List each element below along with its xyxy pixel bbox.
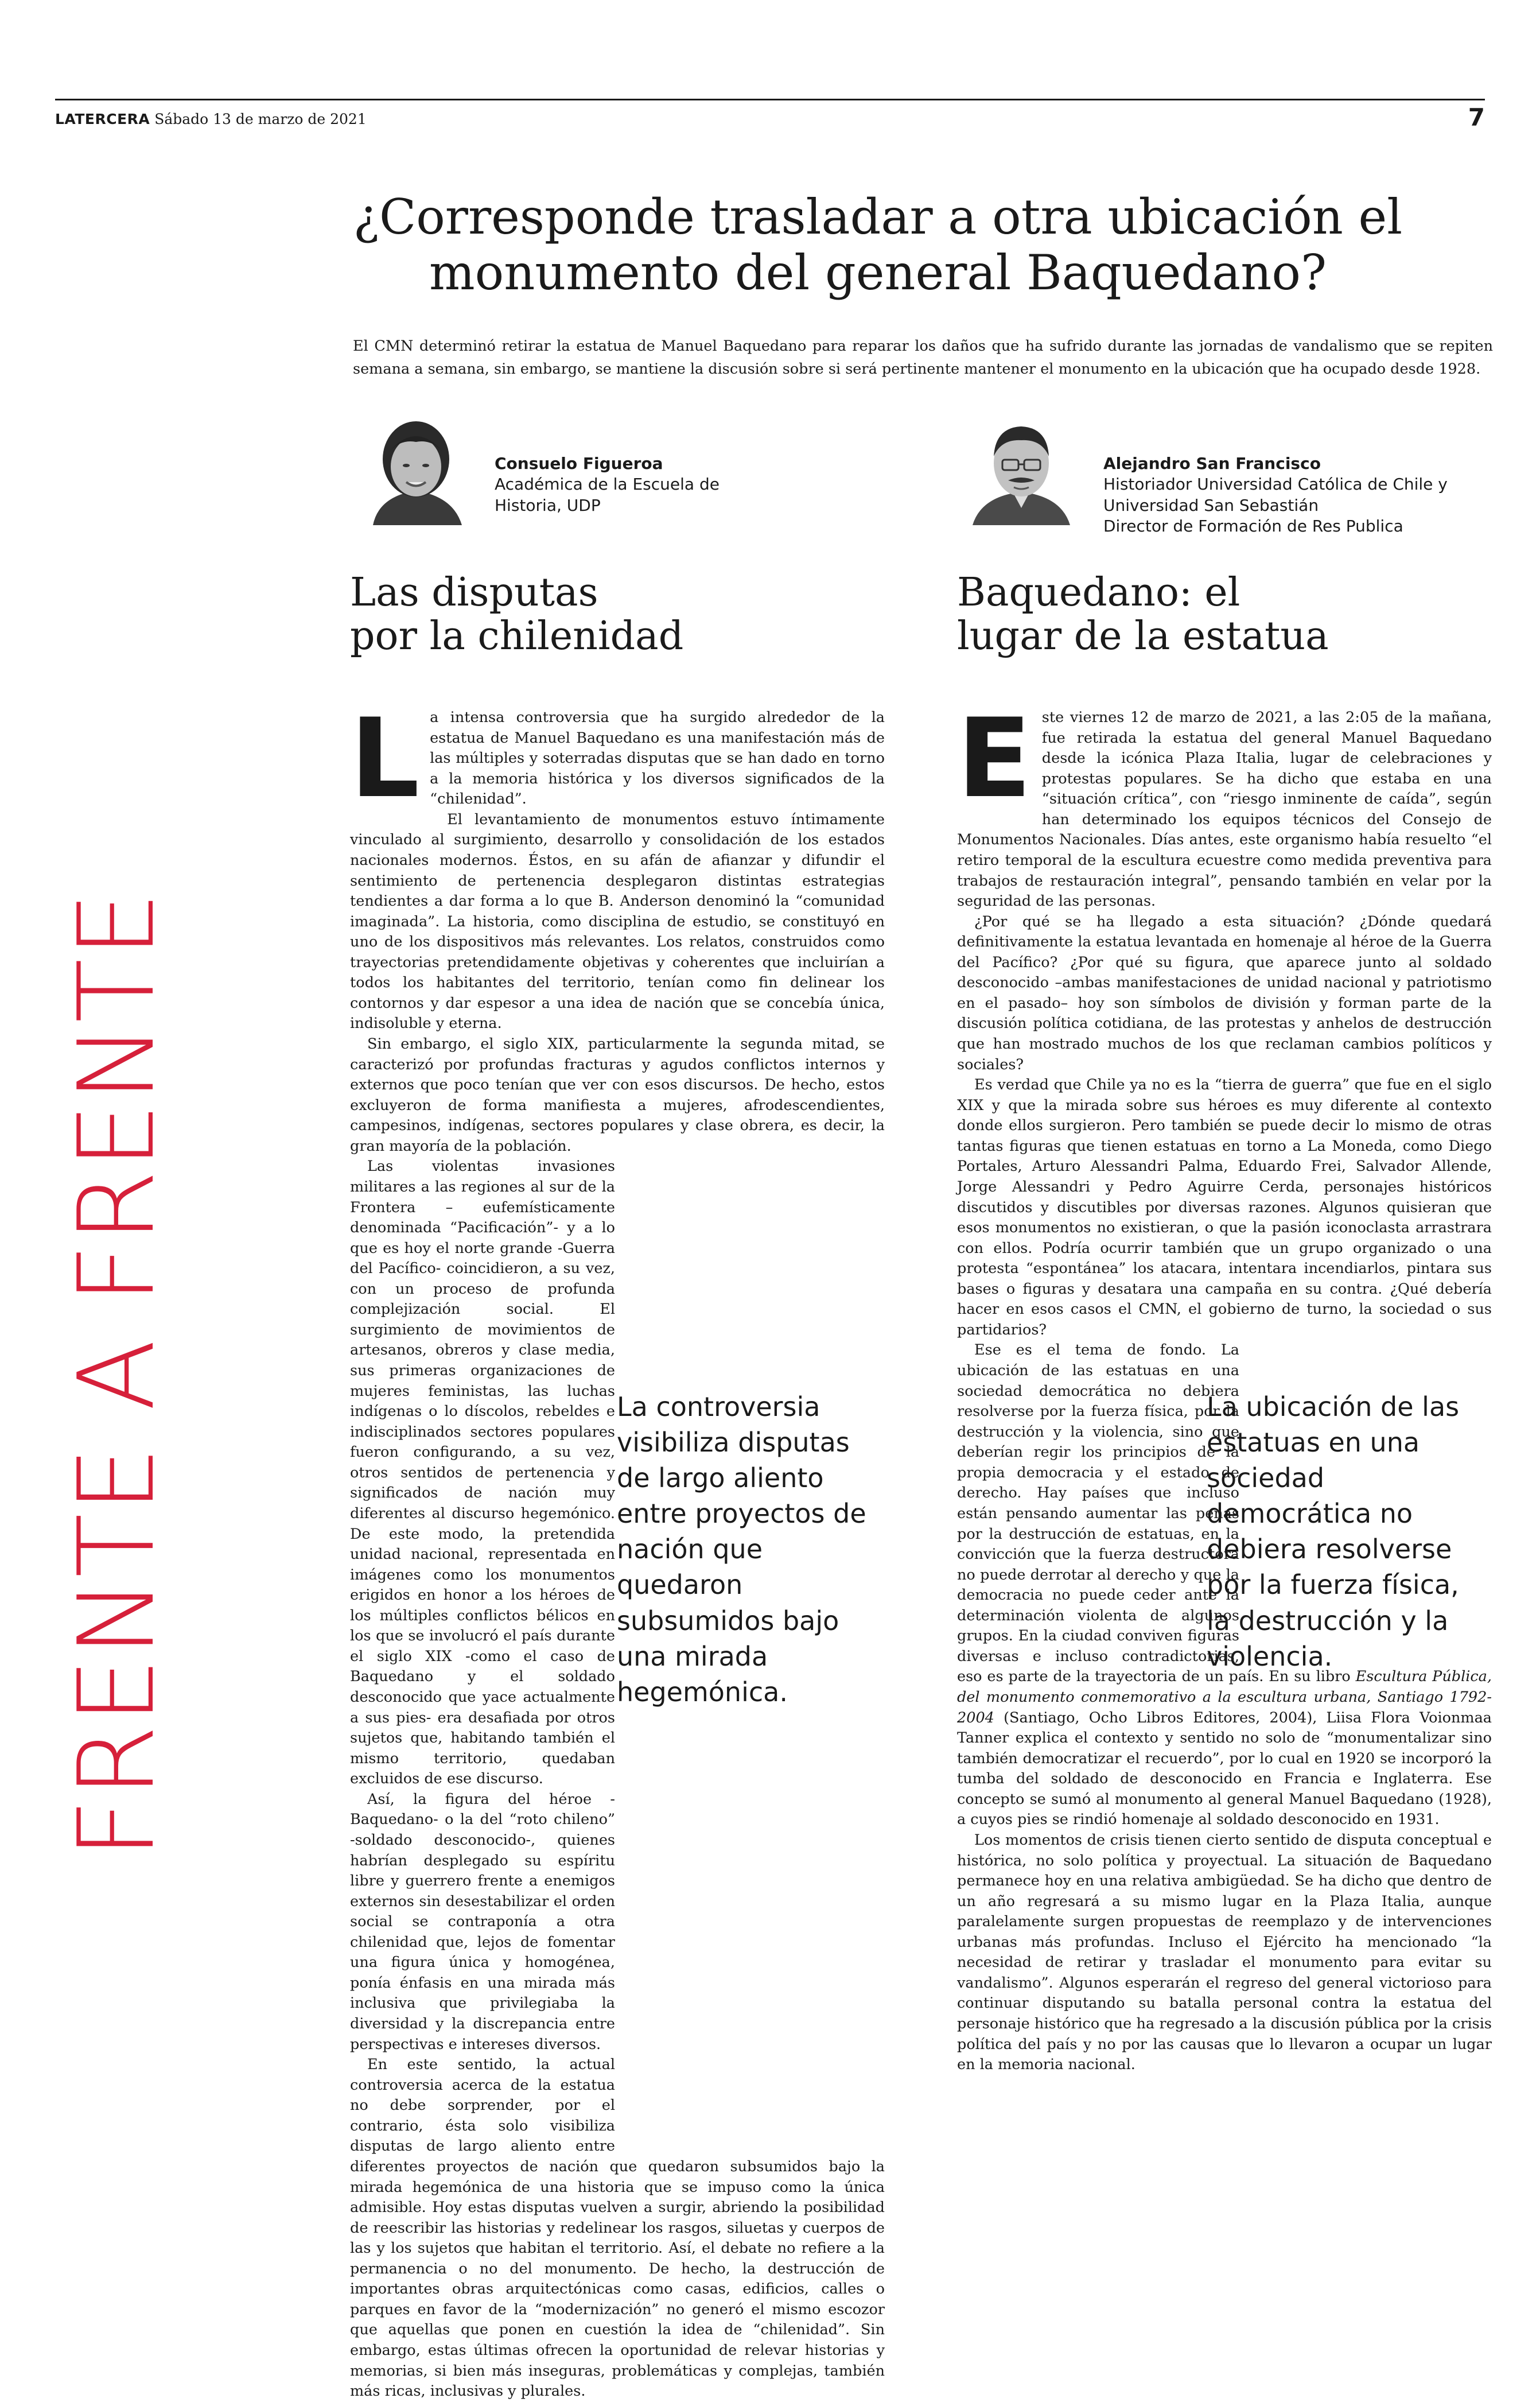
left-paragraph-4: Las violentas invasiones militares a las regiones al sur de la Frontera – eufemísticamente denominada “Pacificación”- y a lo que es hoy el norte grande -Guerra del Pacífico- coincidieron, a su vez, con un proceso de profunda complejización social. El surgimiento de movimientos de artesanos, obreros y clase media, sus primeras organizaciones de mujeres feministas, las luchas indígenas o lo díscolos, rebeldes e indisciplinados sectores populares fueron configurando, a su vez, otros sentidos de pertenencia y significados de nación muy diferentes al discurso hegemónico. De este modo, la pretendida unidad nacional, representada en imágenes como los monumentos erigidos en honor a los héroes de los múltiples conflictos bélicos en los que se involucró el país durante el siglo XIX -como el caso de Baquedano y el soldado desconocido que yace actualmente a sus pies- era desafiada por otros sujetos que, habitando también el mismo territorio, quedaban excluidos de ese discurso. bbox=[350, 1157, 885, 1789]
headline-line-2: monumento del general Baquedano? bbox=[429, 244, 1327, 301]
section-label-text: FRENTE A FRENTE bbox=[56, 890, 177, 1859]
author-role-right-2: Universidad San Sebastián bbox=[1103, 495, 1319, 515]
header-rule bbox=[55, 99, 1485, 100]
issue-date: Sábado 13 de marzo de 2021 bbox=[154, 111, 367, 127]
left-dropcap: L bbox=[350, 695, 420, 822]
author-portrait-left bbox=[361, 410, 470, 525]
right-column-title bbox=[957, 571, 1473, 658]
author-name-right: Alejandro San Francisco bbox=[1103, 454, 1321, 473]
author-role-left-2: Historia, UDP bbox=[495, 495, 601, 515]
author-portrait-right bbox=[967, 410, 1076, 525]
newspaper-brand: LATERCERA bbox=[55, 111, 150, 127]
left-pull-quote: La controversia visibiliza disputas de largo aliento entre proyectos de nación que quedaron subsumidos bajo una mirada hegemónica. bbox=[617, 1391, 866, 1708]
main-headline bbox=[344, 189, 1411, 300]
right-paragraph-5: Los momentos de crisis tienen cierto sentido de disputa conceptual e histórica, no solo política y proyectual. La situación de Baquedano permanece hoy en una relativa ambigüedad. Se ha dicho que dentro de un año regresará a su mismo lugar en la Plaza Italia, aunque paralelamente surgen propuestas de reemplazo y de intervenciones urbanas más profundas. Incluso el Ejército ha mencionado “la necesidad de retirar y trasladar el monumento para evitar su vandalismo”. Algunos esperarán el regreso del general victorioso para continuar disputando su batalla personal contra la estatua del personaje histórico que ha regresado a la discusión pública por la crisis política del país y no por las causas que lo llevaron a ocupar un lugar en la memoria nacional. bbox=[957, 1831, 1492, 2074]
book-title: Escultura Pública, del monumento conmemorativo a la escultura urbana, Santiago 1792-2004 bbox=[957, 1668, 1492, 1726]
author-role-right-1: Historiador Universidad Católica de Chile y bbox=[1103, 475, 1448, 494]
right-dropcap: E bbox=[957, 695, 1032, 822]
right-title-line-1: Baquedano: el bbox=[957, 570, 1240, 615]
left-paragraph-6: En este sentido, la actual controversia acerca de la estatua no debe sorprender, por el contrario, ésta solo visibiliza disputas de largo aliento entre diferentes proyectos de nación que quedaron subsumidos bajo la mirada hegemónica de una historia que se impuso como la única admisible. Hoy estas disputas vuelven a surgir, abriendo la posibilidad de reescribir las historias y redelinear los rasgos, siluetas y cuerpos de las y los sujetos que habitan el territorio. Así, el debate no refiere a la permanencia o no del monumento. De hecho, la destrucción de importantes obras arquitectónicas como casas, edificios, calles o parques en favor de la “modernización” no generó el mismo escozor que aquellas que ponen en cuestión la idea de “chilenidad”. Sin embargo, estas últimas ofrecen la oportunidad de relevar historias y memorias, si bien más inseguras, problemáticas y complejas, también más ricas, inclusivas y plurales. bbox=[350, 2056, 885, 2400]
author-role-right-3: Director de Formación de Res Publica bbox=[1103, 517, 1403, 536]
left-paragraph-2: El levantamiento de monumentos estuvo íntimamente vinculado al surgimiento, desarrollo y consolidación de los estados nacionales modernos. Éstos, en su afán de afianzar y difundir el sentimiento de pertenencia desplegaron distintas estrategias tendientes a dar forma a lo que B. Anderson denominó la “comunidad imaginada”. La historia, como disciplina de estudio, se constituyó en uno de los dispositivos más relevantes. Los relatos, construidos como trayectorias pretendidamente objetivas y coherentes que incluirían a todos los habitantes del territorio, tenían como fin delinear los contornos y dar espesor a una idea de nación que se concebía única, indisoluble y eterna. bbox=[350, 810, 885, 1033]
section-label bbox=[56, 709, 177, 2040]
left-pull-spacer bbox=[615, 1862, 885, 2144]
right-paragraph-3: Es verdad que Chile ya no es la “tierra de guerra” que fue en el siglo XIX y que la mirada sobre sus héroes es muy diferente al contexto donde ellos surgieron. Pero también se puede decir lo mismo de otras tantas figuras que tienen estatuas en torno a La Moneda, como Diego Portales, Arturo Alessandri Palma, Eduardo Frei, Salvador Allende, Jorge Alessandri y Pedro Aguirre Cerda, personajes históricos discutidos y discutibles por diversas razones. Algunos quisieran que esos monumentos no existieran, o que la pasión iconoclasta arrastrara con ellos. Podría ocurrir también que un grupo organizado o una protesta “espontánea” los atacara, intentara incendiarlos, pintara sus bases o figuras y desatara una campaña en su contra. ¿Qué debería hacer en esos casos el CMN, el gobierno de turno, la sociedad o sus partidarios? bbox=[957, 1076, 1492, 1338]
author-info-left bbox=[495, 453, 816, 516]
right-title-line-2: lugar de la estatua bbox=[957, 614, 1329, 659]
left-title-line-2: por la chilenidad bbox=[350, 614, 684, 659]
author-info-right bbox=[1103, 453, 1482, 537]
left-paragraph-3: Sin embargo, el siglo XIX, particularmente la segunda mitad, se caracterizó por profundas fracturas y agudos conflictos internos y externos que poco tenían que ver con esos discursos. De hecho, estos excluyeron de forma manifiesta a mujeres, afrodescendientes, campesinos, indígenas, sectores populares y clase obrera, es decir, la gran mayoría de la población. bbox=[350, 1035, 885, 1155]
right-paragraph-4: Ese es el tema de fondo. La ubicación de las estatuas en una sociedad democrática no debiera resolverse por la fuerza física, por la destrucción y la violencia, sino que deberían regir los principios de la propia democracia y el estado de derecho. Hay países que incluso están pensando aumentar las penas por la destrucción de estatuas, en la convicción que la fuerza destructora no puede derrotar al derecho y que la democracia no puede ceder ante la determinación violenta de algunos grupos. En la ciudad conviven figuras diversas e incluso contradictorias, eso es parte de la trayectoria de un país. En su libro Escultura Pública, del monumento conmemorativo a la escultura urbana, Santiago 1792-2004 (Santiago, Ocho Libros Editores, 2004), Liisa Flora Voionmaa Tanner explica el contexto y sentido no solo de “monumentalizar sino también democratizar el recuerdo”, por lo cual en 1920 se incorporó la tumba del soldado de desconocido en Francia e Inglaterra. Ese concepto se sumó al monumento al general Manuel Baquedano (1928), a cuyos pies se rindió homenaje al soldado desconocido en 1931. bbox=[957, 1341, 1492, 1829]
left-title-line-1: Las disputas bbox=[350, 570, 598, 615]
left-column-title bbox=[350, 571, 866, 658]
header-bar bbox=[55, 111, 367, 127]
right-pull-quote: La ubicación de las estatuas en una sociedad democrática no debiera resolverse por la fuerza física, la destrucción y la violencia. bbox=[1207, 1391, 1460, 1672]
page-number: 7 bbox=[1468, 103, 1485, 131]
left-paragraph-1: La intensa controversia que ha surgido alrededor de la estatua de Manuel Baquedano es una manifestación más de las múltiples y soterradas disputas que se han dado en torno a la memoria histórica y los diversos significados de la “chilenidad”. bbox=[350, 695, 885, 822]
article-deck: El CMN determinó retirar la estatua de Manuel Baquedano para reparar los daños que ha sufrido durante las jornadas de vandalismo que se repiten semana a semana, sin embargo, se mantiene la discusión sobre si será pertinente mantener el monumento en la ubicación que ha ocupado desde 1928. bbox=[353, 337, 1493, 378]
right-paragraph-2: ¿Por qué se ha llegado a esta situación? ¿Dónde quedará definitivamente la estatua levantada en homenaje al héroe de la Guerra del Pacífico? ¿Por qué su figura, que aparece junto al soldado desconocido –ambas manifestaciones de unidad nacional y patriotismo en el pasado– hoy son símbolos de división y forman parte de la discusión política cotidiana, de las protestas y anhelos de destrucción que han mostrado muchos de los que reclaman cambios políticos y sociales? bbox=[957, 913, 1492, 1073]
headline-line-1: ¿Corresponde trasladar a otra ubicación el bbox=[353, 189, 1403, 245]
author-role-left-1: Académica de la Escuela de bbox=[495, 475, 720, 494]
author-name-left: Consuelo Figueroa bbox=[495, 454, 663, 473]
right-paragraph-1: Este viernes 12 de marzo de 2021, a las 2:05 de la mañana, fue retirada la estatua del general Manuel Baquedano desde la icónica Plaza Italia, lugar de celebraciones y protestas populares. Se ha dicho que estaba en una “situación crítica”, con “riesgo inminente de caída”, según han determinado los equipos técnicos del Consejo de Monumentos Nacionales. Días antes, este organismo había resuelto “el retiro temporal de la escultura ecuestre como medida preventiva para trabajos de restauración integral”, pensando también en velar por la seguridad de las personas. bbox=[957, 695, 1492, 910]
left-paragraph-5: Así, la figura del héroe -Baquedano- o la del “roto chileno” -soldado desconocido-, quienes habrían desplegado su espíritu libre y guerrero frente a enemigos externos sin desestabilizar el orden social se contraponía a otra chilenidad que, lejos de fomentar una figura única y homogénea, ponía énfasis en una mirada más inclusiva que privilegiaba la diversidad y la discrepancia entre perspectivas e intereses diversos. bbox=[350, 1790, 615, 2053]
